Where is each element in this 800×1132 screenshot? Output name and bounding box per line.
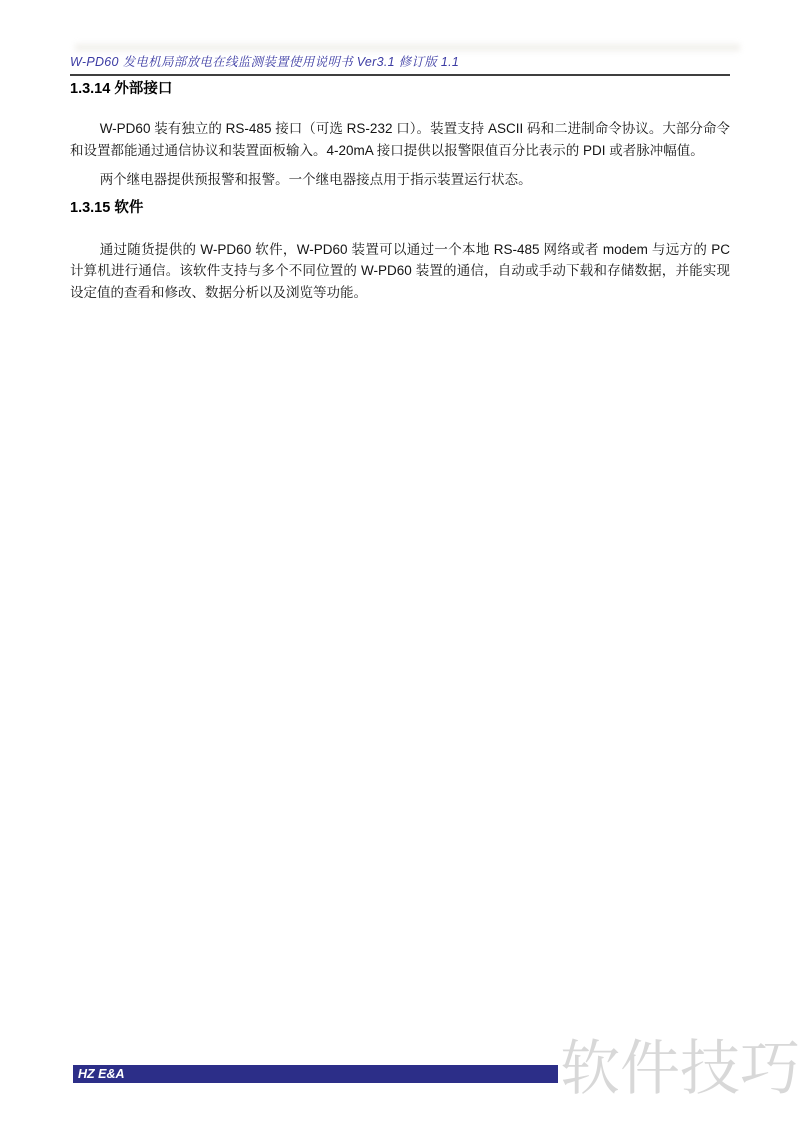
paragraph-software-1: 通过随货提供的 W-PD60 软件，W-PD60 装置可以通过一个本地 RS-485 网络或者 modem 与远方的 PC 计算机进行通信。该软件支持与多个不同位置的 W-PD60 装置的通信，自动或手动下载和存储数据，并能实现设定值的查看和修改、数据分析以及浏览等功能。 bbox=[70, 241, 730, 300]
document-body bbox=[70, 80, 730, 311]
section-heading-software: 1.3.15 软件 bbox=[70, 199, 144, 216]
running-header-title: W-PD60 发电机局部放电在线监测装置使用说明书 Ver3.1 修订版 1.1 bbox=[70, 55, 460, 69]
scan-artifact bbox=[75, 44, 740, 51]
watermark-text: 软件技巧 bbox=[560, 1035, 800, 1102]
footer-bar bbox=[73, 1065, 558, 1083]
footer-brand-label: HZ E&A bbox=[78, 1067, 125, 1081]
paragraph-external-interface-1: W-PD60 装有独立的 RS-485 接口（可选 RS-232 口）。装置支持 ASCII 码和二进制命令协议。大部分命令和设置都能通过通信协议和装置面板输入。4-20mA 接口提供以报警限值百分比表示的 PDI 或者脉冲幅值。 bbox=[70, 121, 730, 158]
paragraph-external-interface-2: 两个继电器提供预报警和报警。一个继电器接点用于指示装置运行状态。 bbox=[99, 172, 532, 187]
section-heading-external-interface: 1.3.14 外部接口 bbox=[70, 81, 173, 97]
page-header bbox=[70, 52, 730, 76]
